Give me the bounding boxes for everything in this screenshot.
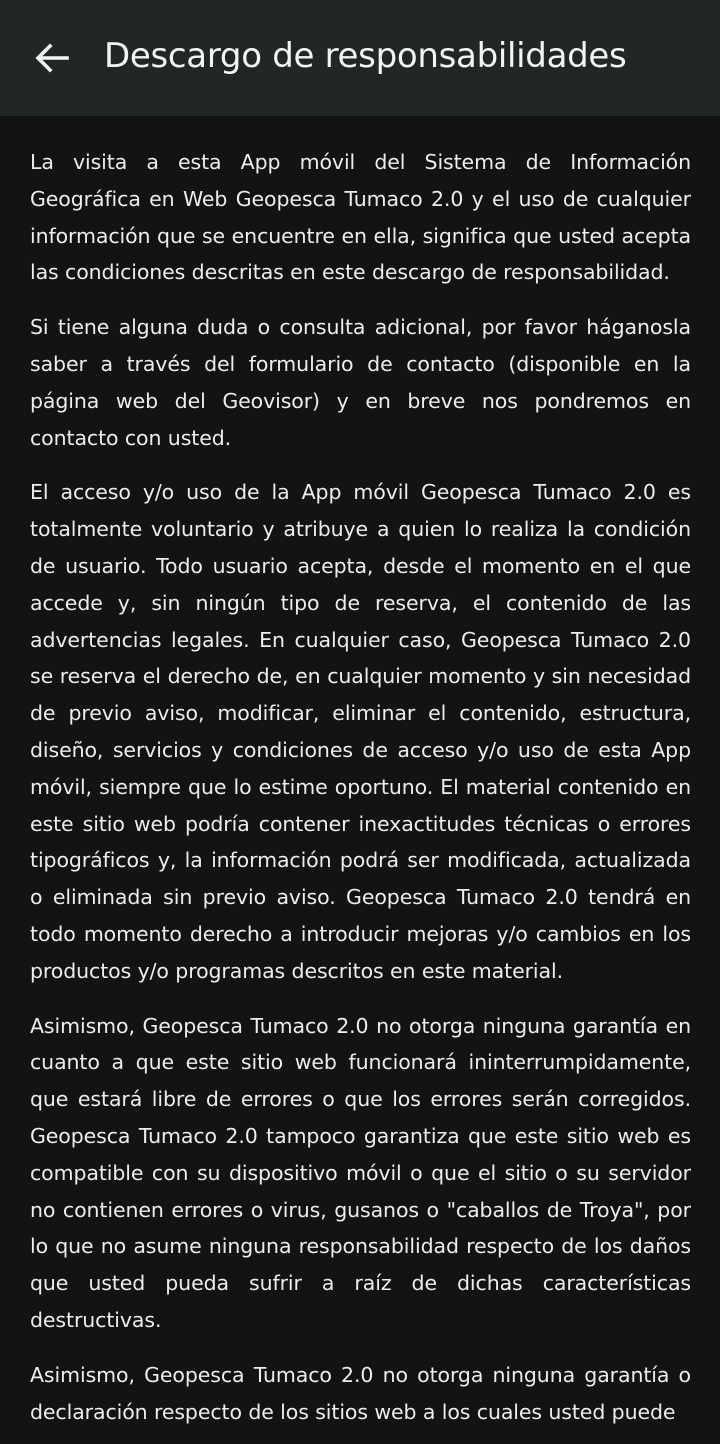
paragraph-linked-sites: Asimismo, Geopesca Tumaco 2.0 no otorga ninguna garantía o declaración respecto de los sitios web a los cuales usted puede: [30, 1362, 691, 1424]
disclaimer-content[interactable]: [30, 144, 691, 1444]
paragraph-visit-terms: La visita a esta App móvil del Sistema de Información Geográfica en Web Geopesca Tumaco 2.0 y el uso de cualquier información que se encuentre en ella, significa que usted acepta las condiciones descritas en este descargo de responsabilidad.: [30, 150, 691, 285]
paragraph-access-use: El acceso y/o uso de la App móvil Geopesca Tumaco 2.0 es totalmente voluntario y atribuye a quien lo realiza la condición de usuario. Todo usuario acepta, desde el momento en el que accede y, sin ningún tipo de reserva, el contenido de las advertencias legales. En cualquier caso, Geopesca Tumaco 2.0 se reserva el derecho de, en cualquier momento y sin necesidad de previo aviso, modificar, eliminar el contenido, estructura, diseño, servicios y condiciones de acceso y/o uso de esta App móvil, siempre que lo estime oportuno. El material contenido en este sitio web podría contener inexactitudes técnicas o errores tipográficos y, la información podrá ser modificada, actualizada o eliminada sin previo aviso. Geopesca Tumaco 2.0 tendrá en todo momento derecho a introducir mejoras y/o cambios en los productos y/o programas descritos en este material.: [30, 480, 691, 983]
app-bar: [0, 0, 720, 116]
page-title: Descargo de responsabilidades: [104, 36, 627, 76]
paragraph-no-warranty: Asimismo, Geopesca Tumaco 2.0 no otorga ninguna garantía en cuanto a que este sitio web funcionará ininterrumpidamente, que estará libre de errores o que los errores serán corregidos. Geopesca Tumaco 2.0 tampoco garantiza que este sitio web es compatible con su dispositivo móvil o que el sitio o su servidor no contienen errores o virus, gusanos o "caballos de Troya", por lo que no asume ninguna responsabilidad respecto de los daños que usted pueda sufrir a raíz de dichas características destructivas.: [30, 1013, 691, 1332]
back-button[interactable]: [30, 36, 74, 80]
paragraph-contact: Si tiene alguna duda o consulta adicional, por favor háganosla saber a través del formulario de contacto (disponible en la página web del Geovisor) y en breve nos pondremos en contacto con usted.: [30, 315, 691, 450]
arrow-left-icon: [35, 43, 69, 73]
